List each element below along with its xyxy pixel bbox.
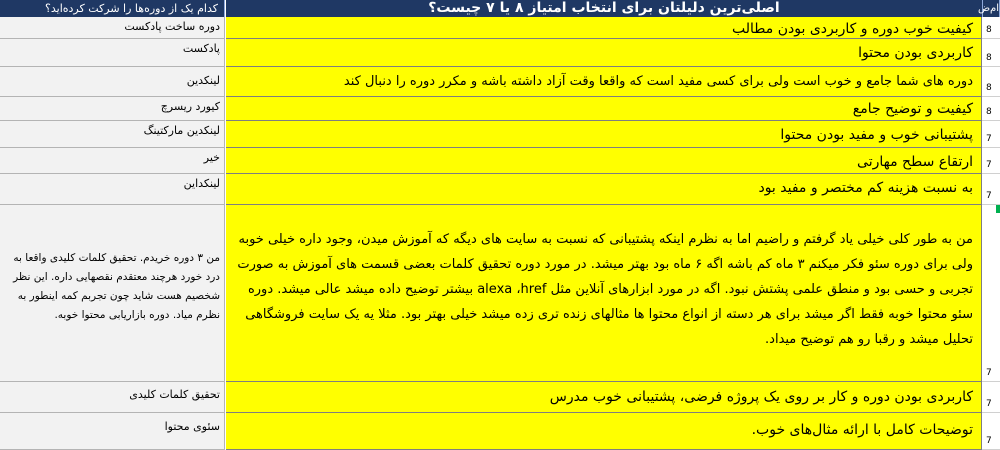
table-row xyxy=(0,413,1000,450)
score-cell[interactable]: 8 xyxy=(982,39,1000,67)
header-courses[interactable] xyxy=(0,0,225,17)
reason-cell[interactable]: من به طور کلی خیلی یاد گرفتم و راضیم اما به نظرم اینکه پشتیبانی که نسبت به سایت های دیگه که آموزش میدن، وجود داره خیلی خوبه ولی برای دوره سئو فکر میکنم ۳ ماه کم باشه اگه ۶ ماه بود بهتر میشد. در مورد دوره تحقیق کلمات بعضی قسمت های آموزش به صورت تجربی و حسی بود و منطق علمی پشتش نبود. اگه در مورد ابزارهای آنلاین مثل alexa ،href بیشتر توضیح داده میشد عالی میشد. دوره سئو محتوا خوبه فقط اگر میشد برای هر دسته از انواع محتوا ها مثالهای زنده تری زده میشد خیلی بهتر بود. مثلا یه یک سایت فروشگاهی تحلیل میشد و رقبا رو هم توضیح میداد. xyxy=(226,205,982,382)
score-cell[interactable]: 7 xyxy=(982,205,1000,382)
table-row xyxy=(0,382,1000,413)
reason-cell[interactable]: توضیحات کامل با ارائه مثال‌های خوب. xyxy=(226,413,982,450)
score-cell[interactable]: 8 xyxy=(982,97,1000,121)
course-cell[interactable]: پادکست xyxy=(0,39,225,67)
table-row xyxy=(0,67,1000,97)
reason-cell[interactable]: کیفیت خوب دوره و کاربردی بودن مطالب xyxy=(226,17,982,39)
header-score-label: ام‌ض xyxy=(977,3,999,14)
course-cell[interactable]: من ۳ دوره خریدم. تحقیق کلمات کلیدی واقعا به درد خورد هرچند معتقدم نقصهایی داره. این نظر شخصیم هست شاید چون تجربم کمه اینطور به نظرم میاد. دوره بازاریابی محتوا خوبه. xyxy=(0,205,225,382)
header-courses-label: کدام یک از دوره‌ها را شرکت کرده‌اید؟ xyxy=(45,2,218,15)
reason-cell[interactable]: کاربردی بودن دوره و کار بر روی یک پروژه فرضی، پشتیبانی خوب مدرس xyxy=(226,382,982,413)
header-reason[interactable] xyxy=(226,0,983,17)
reason-cell[interactable]: به نسبت هزینه کم مختصر و مفید بود xyxy=(226,174,982,205)
table-row xyxy=(0,97,1000,121)
score-cell[interactable]: 7 xyxy=(982,174,1000,205)
course-cell[interactable]: لینکدین xyxy=(0,67,225,97)
cell-selection-marker xyxy=(996,205,1000,213)
course-cell[interactable]: کیورد ریسرچ xyxy=(0,97,225,121)
course-cell[interactable]: خیر xyxy=(0,148,225,174)
table-row xyxy=(0,205,1000,382)
score-cell[interactable]: 7 xyxy=(982,413,1000,450)
reason-cell[interactable]: ارتقاع سطح مهارتی xyxy=(226,148,982,174)
table-row xyxy=(0,174,1000,205)
score-cell[interactable]: 8 xyxy=(982,17,1000,39)
reason-cell[interactable]: پشتیبانی خوب و مفید بودن محتوا xyxy=(226,121,982,148)
score-cell[interactable]: 7 xyxy=(982,148,1000,174)
table-row xyxy=(0,17,1000,39)
header-score[interactable] xyxy=(977,0,1000,17)
reason-cell[interactable]: کیفیت و توضیح جامع xyxy=(226,97,982,121)
course-cell[interactable]: لینکدین مارکتینگ xyxy=(0,121,225,148)
score-cell[interactable]: 8 xyxy=(982,67,1000,97)
course-cell[interactable]: دوره ساخت پادکست xyxy=(0,17,225,39)
course-cell[interactable]: سئوی محتوا xyxy=(0,413,225,450)
header-reason-label: اصلی‌ترین دلیلتان برای انتخاب امتیاز ۸ یا ۷ چیست؟ xyxy=(428,0,780,16)
table-row xyxy=(0,121,1000,148)
score-cell[interactable]: 7 xyxy=(982,382,1000,413)
reason-cell[interactable]: کاربردی بودن محتوا xyxy=(226,39,982,67)
reason-cell[interactable]: دوره های شما جامع و خوب است ولی برای کسی مفید است که واقعا وقت آزاد داشته باشه و مکرر دوره را دنبال کند xyxy=(226,67,982,97)
score-cell[interactable]: 7 xyxy=(982,121,1000,148)
table-row xyxy=(0,148,1000,174)
course-cell[interactable]: تحقیق کلمات کلیدی xyxy=(0,382,225,413)
table-row xyxy=(0,39,1000,67)
course-cell[interactable]: لینکداین xyxy=(0,174,225,205)
